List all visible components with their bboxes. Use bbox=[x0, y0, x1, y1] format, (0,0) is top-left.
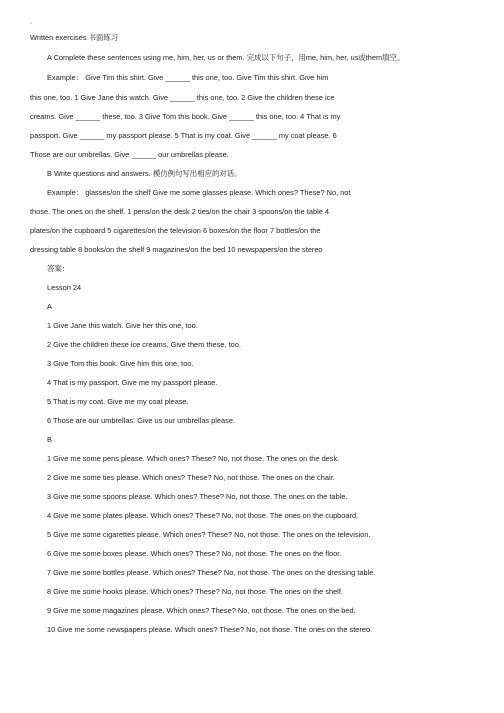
answer-b-item: 1 Give me some pens please. Which ones? These? No, not those. The ones on the desk. bbox=[47, 454, 340, 463]
answer-b-item: 3 Give me some spoons please. Which ones? These? No, not those. The ones on the table. bbox=[47, 492, 348, 501]
answer-b-item: 7 Give me some bottles please. Which ones? These? No, not those. The ones on the dressing table. bbox=[47, 568, 376, 577]
section-a-instruction: A Complete these sentences using me, him, her, us or them. 完成以下句子，用me, him, her, us或them填空。 bbox=[47, 53, 405, 62]
section-a-line: Those are our umbrellas. Give ______ our umbrellas please. bbox=[30, 150, 229, 159]
answer-b-item: 10 Give me some newspapers please. Which ones? These? No, not those. The ones on the stereo. bbox=[47, 625, 373, 634]
answer-b-item: 2 Give me some ties please. Which ones? These? No, not those. The ones on the chair. bbox=[47, 473, 335, 482]
answers-b-label: B bbox=[47, 435, 52, 444]
answer-a-item: 1 Give Jane this watch. Give her this one, too. bbox=[47, 321, 198, 330]
answers-a-label: A bbox=[47, 302, 52, 311]
answer-b-item: 8 Give me some hooks please. Which ones? These? No, not those. The ones on the shelf. bbox=[47, 587, 343, 596]
section-b-line: Example： glasses/on the shelf Give me some glasses please. Which ones? These? No, not bbox=[47, 188, 351, 197]
corner-mark: ▫ bbox=[30, 21, 33, 27]
answer-a-item: 5 That is my coat. Give me my coat please. bbox=[47, 397, 189, 406]
answer-a-item: 2 Give the children these ice creams. Give them these, too. bbox=[47, 340, 241, 349]
lesson-label: Lesson 24 bbox=[47, 283, 82, 292]
section-a-line: Example： Give Tim this shirt. Give ______ this one, too. Give Tim this shirt. Give him bbox=[47, 73, 329, 82]
answer-a-item: 3 Give Tom this book. Give him this one, too. bbox=[47, 359, 194, 368]
answer-a-item: 4 That is my passport. Give me my passport please. bbox=[47, 378, 218, 387]
answer-a-item: 6 Those are our umbrellas. Give us our umbrellas please. bbox=[47, 416, 236, 425]
answer-b-item: 6 Give me some boxes please. Which ones? These? No, not those. The ones on the floor. bbox=[47, 549, 342, 558]
exercise-heading: Written exercises 书面练习 bbox=[30, 33, 119, 42]
section-b-line: plates/on the cupboard 5 cigarettes/on the television 6 boxes/on the floor 7 bottles/on the bbox=[30, 226, 321, 235]
section-b-instruction: B Write questions and answers. 模仿例句写出相应的对话。 bbox=[47, 169, 242, 178]
answers-label: 答案： bbox=[47, 264, 70, 273]
section-a-line: creams. Give ______ these, too. 3 Give Tom this book. Give ______ this one, too. 4 That is my bbox=[30, 112, 341, 121]
answer-b-item: 4 Give me some plates please. Which ones? These? No, not those. The ones on the cupboard. bbox=[47, 511, 359, 520]
section-b-line: dressing table 8 books/on the shelf 9 magazines/on the bed 10 newspapers/on the stereo bbox=[30, 245, 323, 254]
section-b-line: those. The ones on the shelf. 1 pens/on the desk 2 ties/on the chair 3 spoons/on the table 4 bbox=[30, 207, 329, 216]
section-a-line: this one, too. 1 Give Jane this watch. Give ______ this one, too. 2 Give the children these ice bbox=[30, 93, 335, 102]
answer-b-item: 9 Give me some magazines please. Which ones? These? No, not those. The ones on the bed. bbox=[47, 606, 356, 615]
section-a-line: passport. Give ______ my passport please. 5 That is my coat. Give ______ my coat please. 6 bbox=[30, 131, 337, 140]
answer-b-item: 5 Give me some cigarettes please. Which ones? These? No, not those. The ones on the television. bbox=[47, 530, 371, 539]
